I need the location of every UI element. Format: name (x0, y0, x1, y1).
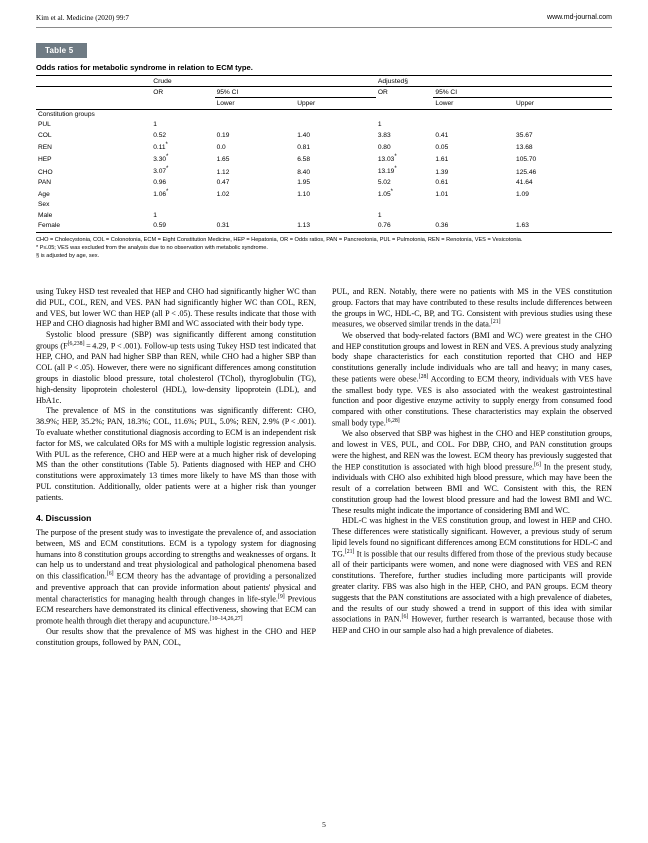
crude-lower-value (215, 210, 296, 220)
paragraph: PUL, and REN. Notably, there were no patients with MS in the VES constitution group. Factors that may have contributed to these results include differences between the groups in WC, HDL-C, BP, and TG. Consistent with previous studies using these measures, we observed similar trends in the data.[21] (332, 287, 612, 330)
crude-or-value: 0.96 (153, 178, 167, 186)
running-head-left: Kim et al. Medicine (2020) 99:7 (36, 14, 130, 22)
table-section-row (36, 200, 612, 210)
adjusted-lower-value (433, 210, 514, 220)
adjusted-ci-header: 95% CI (433, 87, 612, 98)
crude-or-value: 3.07* (153, 166, 169, 176)
section-heading-discussion: 4. Discussion (36, 512, 92, 523)
table-note-star: * P≤.05; VES was excluded from the analysis due to no observation with metabolic syndrome. (36, 244, 268, 251)
adjusted-lower-value (433, 120, 514, 130)
table-section-title: Constitution groups (38, 111, 95, 119)
blank-cell-1 (36, 87, 151, 98)
paragraph: We also observed that SBP was highest in the CHO and HEP constitution groups, and lowest in VES, PUL, and COL. For DBP, CHO, and PAN constitution groups were the highest, and REN was the lowest. ECM theory has previously suggested that the HEP constitution is associated with high blood pressure.[6] In the present study, individuals with CHO also exhibited high blood pressure, which may have been the result of a correlation between BMI and WC. Consistent with this, the REN constitution group had the lowest blood pressure and had the lowest BMI and WC. These results might indicate the importance of considering BMI and WC. (332, 429, 612, 515)
right-column (332, 287, 612, 809)
crude-or-value: 0.59 (151, 220, 214, 232)
crude-lower-value (215, 120, 296, 130)
crude-or-value: 0.11* (153, 141, 168, 151)
table-label: Table 5 (36, 43, 87, 58)
crude-or-value: 3.30* (153, 154, 169, 164)
table-row (36, 165, 612, 177)
adjusted-lower-value: 1.01 (435, 191, 449, 199)
table-row (36, 220, 612, 232)
crude-or-header: OR (153, 89, 164, 97)
adjusted-lower-header: Lower (433, 98, 514, 109)
table-row (36, 210, 612, 220)
adjusted-upper-value: 1.09 (516, 191, 529, 199)
table-head-or-ci (36, 87, 612, 98)
adjusted-or-value: 13.03* (377, 154, 397, 164)
adjusted-or-value: 5.02 (377, 178, 391, 186)
group-header-adjusted: Adjusted§ (376, 76, 612, 87)
row-label: Age (38, 191, 50, 199)
page-number: 5 (322, 820, 326, 829)
odds-ratio-table (36, 75, 612, 233)
adjusted-upper-header: Upper (514, 98, 612, 109)
body-columns (36, 287, 612, 809)
table-head-bounds (36, 98, 612, 109)
table-row (36, 177, 612, 187)
table-caption: Odds ratios for metabolic syndrome in relation to ECM type. (36, 63, 253, 72)
crude-upper-value: 0.81 (297, 143, 311, 151)
adjusted-or-value: 0.80 (377, 143, 391, 151)
crude-upper-header: Upper (295, 98, 376, 109)
adjusted-or-value: 3.83 (377, 131, 391, 139)
adjusted-or-value: 13.19* (377, 166, 397, 176)
crude-upper-value (295, 210, 376, 220)
paragraph: using Tukey HSD test revealed that HEP and CHO had significantly higher WC than did PUL, COL, REN, and VES. PAN had significantly higher WC than COL, REN, and VES, but lower WC than HEP (all P < .05). These results indicate that those with HEP and CHO diagnosis had higher BMI and WC associated with their body type. (36, 287, 316, 329)
header-rule (36, 27, 612, 28)
crude-upper-value: 1.95 (297, 178, 311, 186)
table-head-groups (36, 76, 612, 87)
row-label: Female (36, 220, 151, 232)
running-head-right: www.md-journal.com (547, 14, 612, 21)
adjusted-lower-value: 1.39 (435, 168, 449, 176)
table-row (36, 120, 612, 130)
adjusted-or-value: 1 (377, 121, 382, 129)
adjusted-upper-value: 1.63 (514, 220, 612, 232)
blank-cell-2 (36, 98, 151, 109)
table-row (36, 140, 612, 152)
adjusted-or-value: 1 (377, 211, 382, 219)
adjusted-upper-value (514, 210, 612, 220)
adjusted-lower-value: 0.05 (435, 143, 449, 151)
corner-cell (36, 76, 151, 87)
crude-lower-value: 0.0 (216, 143, 226, 151)
adjusted-lower-value: 0.41 (435, 131, 449, 139)
crude-lower-value: 0.47 (216, 178, 230, 186)
paragraph: The prevalence of MS in the constitutions was significantly different: CHO, 38.9%; HEP, 35.2%; PAN, 18.3%; COL, 11.6%; PUL, 5.0%; REN, 2.9% (P < .001). To evaluate whether constitutional diagnosis according to ECM is an independent risk factor for MS, we calculated ORs for MS with a multiple logistic regression analysis. With PUL as the reference, CHO and HEP were at a much higher risk of developing MS than the other constitutions (Table 5). Patients diagnosed with HEP and CHO constitutions were approximately 13 times more likely to have MS than those with PUL constitution. Additionally, older patients were at a higher risk than younger patients. (36, 406, 316, 502)
row-label: PAN (38, 178, 52, 186)
adjusted-upper-value: 105.70 (516, 156, 537, 164)
paragraph: Our results show that the prevalence of MS was highest in the CHO and HEP constitution groups, followed by PAN, COL, (36, 627, 316, 648)
adjusted-or-value: 0.76 (376, 220, 434, 232)
adjusted-or-value: 1.05* (377, 189, 393, 199)
crude-lower-value: 1.02 (216, 191, 230, 199)
crude-upper-value: 6.58 (297, 156, 311, 164)
crude-or-value: 0.52 (153, 131, 167, 139)
crude-upper-value (295, 120, 376, 130)
adjusted-upper-value: 125.46 (516, 168, 537, 176)
table-row (36, 153, 612, 165)
crude-upper-value: 1.10 (297, 191, 311, 199)
crude-lower-value: 1.65 (216, 156, 230, 164)
crude-lower-value: 1.12 (216, 168, 230, 176)
table-section-title: Sex (38, 201, 50, 209)
blank-cell-4 (376, 98, 434, 109)
table-5 (36, 40, 612, 260)
crude-lower-header: Lower (215, 98, 296, 109)
crude-or-value: 1 (153, 121, 157, 129)
table-note-adjust: § is adjusted by age, sex. (36, 253, 100, 259)
table-body (36, 109, 612, 232)
paragraph: The purpose of the present study was to investigate the prevalence of, and association between, MS and ECM constitutions. ECM is a typology system for diagnosing humans into 8 constitution groups according to strengths and weaknesses of organs. It can help us to understand and treat physiological and pathological phenomena based on this classification.[6] ECM theory has the advantage of providing a personalized and preventive approach that can provide information about patients' physical and mental characteristics for managing health through changes in life-style.[9] Previous ECM researchers have demonstrated its clinical effectiveness, showing that ECM can promote health through diet therapy and acupuncture.[10–14,26,27] (36, 528, 317, 626)
blank-cell-3 (151, 98, 214, 109)
crude-upper-value: 8.40 (297, 168, 311, 176)
row-label: PUL (38, 121, 51, 129)
crude-lower-value: 0.31 (215, 220, 296, 232)
adjusted-lower-value: 0.36 (433, 220, 514, 232)
running-head (36, 14, 612, 22)
crude-lower-value: 0.19 (216, 131, 230, 139)
crude-upper-value: 1.13 (295, 220, 376, 232)
paragraph: HDL-C was highest in the VES constitution group, and lowest in HEP and CHO. These differences were statistically significant. However, a previous study of serum lipid levels found no significant differences among ECM constitutions for HDL-C and TG.[21] It is possible that our results differed from those of the previous study because all of their participants were women, and none were diagnosed with VES and REN constitutions. Therefore, further studies including more participants will provide greater clarity. FBS was also high in the HEP, CHO, and PAN groups. ECM theory suggests that the PAN constitutions are associated with a high prevalence of diabetes, and the results of our study showed a trend in support of this idea with similar associations in PAN.[6] However, further research is warranted, because those with HEP and CHO in our sample also had a high prevalence of diabetes. (332, 516, 612, 635)
paragraph: We observed that body-related factors (BMI and WC) were greatest in the CHO and HEP constitution groups and lowest in REN and VES. A previous study analyzing body shape characteristics for each constitution reported that CHO and HEP constitutions generally include individuals who are tall and heavy; in many cases, these patients were obese.[28] According to ECM theory, individuals with VES have the smallest body type. VES is also associated with the weakest gastrointestinal function and poor digestive enzyme activity to supply energy from consumed food compared with other constitutions. These characteristics may explain the observed small body type.[6,28] (332, 330, 612, 428)
adjusted-lower-value: 1.61 (435, 156, 449, 164)
adjusted-upper-value: 35.67 (516, 131, 533, 139)
row-label: CHO (38, 168, 53, 176)
table-section-row (36, 109, 612, 120)
adjusted-lower-value: 0.61 (435, 178, 449, 186)
group-header-crude: Crude (151, 76, 376, 87)
table-notes (36, 236, 612, 260)
table-row (36, 187, 612, 199)
adjusted-upper-value (514, 120, 612, 130)
crude-ci-header: 95% CI (215, 87, 376, 98)
row-label: HEP (38, 156, 52, 164)
row-label: Male (38, 211, 53, 219)
row-label: REN (38, 143, 52, 151)
crude-or-value: 1.06* (153, 189, 169, 199)
adjusted-upper-value: 41.64 (516, 178, 533, 186)
paragraph: Systolic blood pressure (SBP) was significantly different among constitution groups (F[6,238] = 4.29, P < .001). Follow-up tests using Tukey HSD test indicated that HEP, CHO, and PAN had higher SBP than REN, while CHO had a higher SBP than COL (all P < .05). However, there were no significant differences among constitution groups in diastolic blood pressure, total cholesterol (TChol), thyroglobulin (TG), high-density lipoprotein cholesterol (HDL), low-density lipoprotein (LDL), and HbA1c. (36, 330, 316, 405)
crude-or-value: 1 (153, 211, 157, 219)
row-label: COL (38, 131, 52, 139)
adjusted-upper-value: 13.68 (516, 143, 533, 151)
table-note-abbrev: CHO = Cholecystonia, COL = Colonotonia, ECM = Eight Constitution Medicine, HEP = Hepatonia, OR = Odds ratios, PAN = Pancreotonia, PUL = Pulmotonia, REN = Renotonia, VES = Vesicotonia. (36, 236, 523, 243)
table-row (36, 130, 612, 140)
crude-upper-value: 1.40 (297, 131, 311, 139)
adjusted-or-header: OR (377, 89, 388, 97)
left-column (36, 287, 316, 809)
